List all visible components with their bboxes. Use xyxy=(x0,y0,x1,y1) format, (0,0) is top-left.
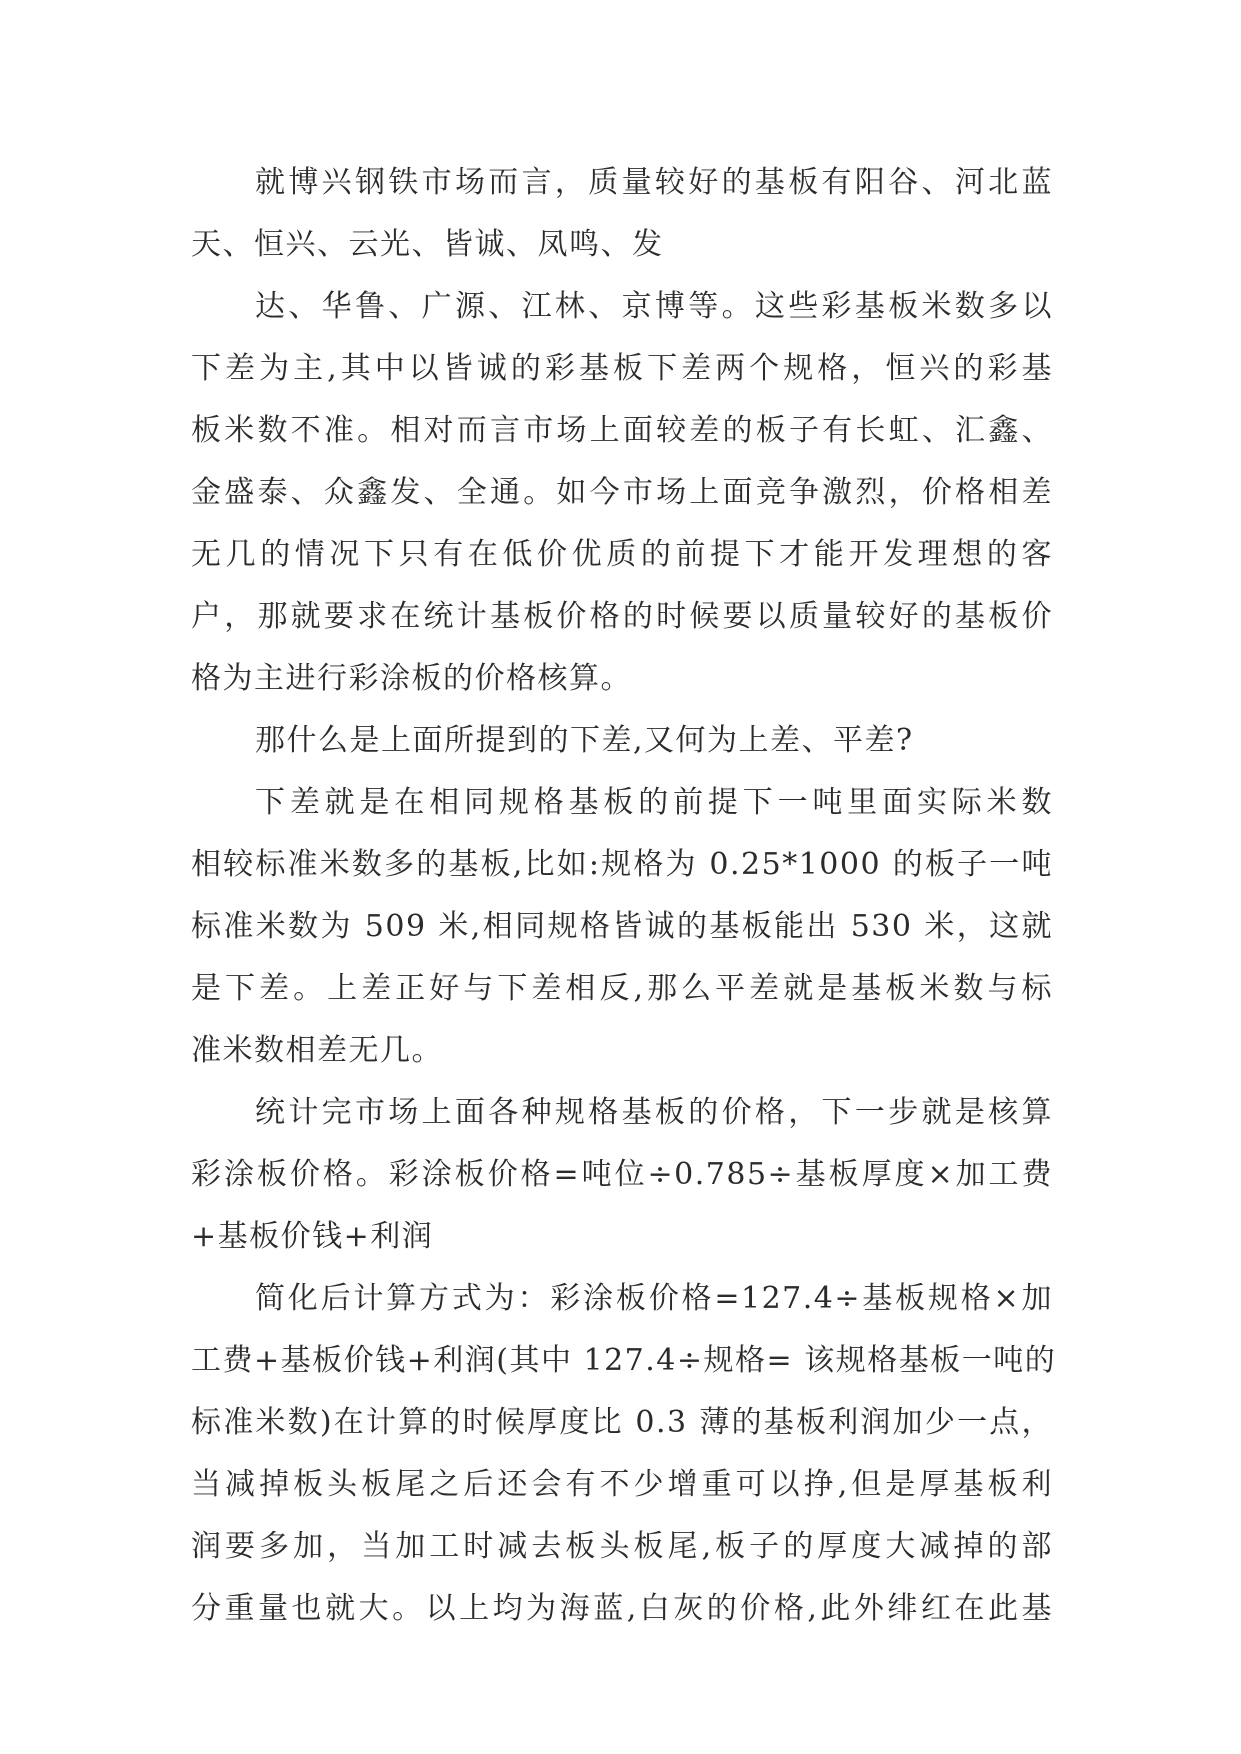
paragraph-line: 是下差。上差正好与下差相反,那么平差就是基板米数与标 xyxy=(191,971,1053,1006)
paragraph-line: 相较标准米数多的基板,比如:规格为 0.25*1000 的板子一吨 xyxy=(191,847,1053,882)
paragraph-line: 下差就是在相同规格基板的前提下一吨里面实际米数 xyxy=(255,785,1053,820)
paragraph-line: 标准米数)在计算的时候厚度比 0.3 薄的基板利润加少一点， xyxy=(191,1405,1053,1440)
paragraph-line: 工费+基板价钱+利润(其中 127.4÷规格= 该规格基板一吨的 xyxy=(191,1343,1057,1378)
paragraph-line: 彩涂板价格。彩涂板价格=吨位÷0.785÷基板厚度×加工费 xyxy=(191,1157,1053,1192)
paragraph-line: +基板价钱+利润 xyxy=(191,1219,434,1254)
paragraph-line: 户，那就要求在统计基板价格的时候要以质量较好的基板价 xyxy=(191,599,1053,634)
paragraph-line: 板米数不准。相对而言市场上面较差的板子有长虹、汇鑫、 xyxy=(191,413,1053,448)
paragraph-line: 那什么是上面所提到的下差,又何为上差、平差? xyxy=(255,723,914,758)
document-body xyxy=(191,152,1057,1640)
paragraph-line: 下差为主,其中以皆诚的彩基板下差两个规格，恒兴的彩基 xyxy=(191,351,1053,386)
paragraph-line: 当减掉板头板尾之后还会有不少增重可以挣,但是厚基板利 xyxy=(191,1467,1053,1502)
paragraph-line: 分重量也就大。以上均为海蓝,白灰的价格,此外绯红在此基 xyxy=(191,1591,1053,1626)
paragraph-line: 金盛泰、众鑫发、全通。如今市场上面竞争激烈，价格相差 xyxy=(191,475,1053,510)
paragraph-line: 就博兴钢铁市场而言，质量较好的基板有阳谷、河北蓝 xyxy=(255,165,1053,200)
paragraph-line: 标准米数为 509 米,相同规格皆诚的基板能出 530 米，这就 xyxy=(191,909,1053,944)
paragraph-line: 统计完市场上面各种规格基板的价格，下一步就是核算 xyxy=(255,1095,1053,1130)
paragraph-line: 无几的情况下只有在低价优质的前提下才能开发理想的客 xyxy=(191,537,1053,572)
paragraph-line: 格为主进行彩涂板的价格核算。 xyxy=(191,661,632,696)
paragraph-line: 准米数相差无几。 xyxy=(191,1033,443,1068)
paragraph-line: 润要多加，当加工时减去板头板尾,板子的厚度大减掉的部 xyxy=(191,1529,1053,1564)
paragraph-line: 简化后计算方式为：彩涂板价格=127.4÷基板规格×加 xyxy=(255,1281,1053,1316)
paragraph-line: 天、恒兴、云光、皆诚、凤鸣、发 xyxy=(191,227,664,262)
paragraph-line: 达、华鲁、广源、江林、京博等。这些彩基板米数多以 xyxy=(255,289,1053,324)
